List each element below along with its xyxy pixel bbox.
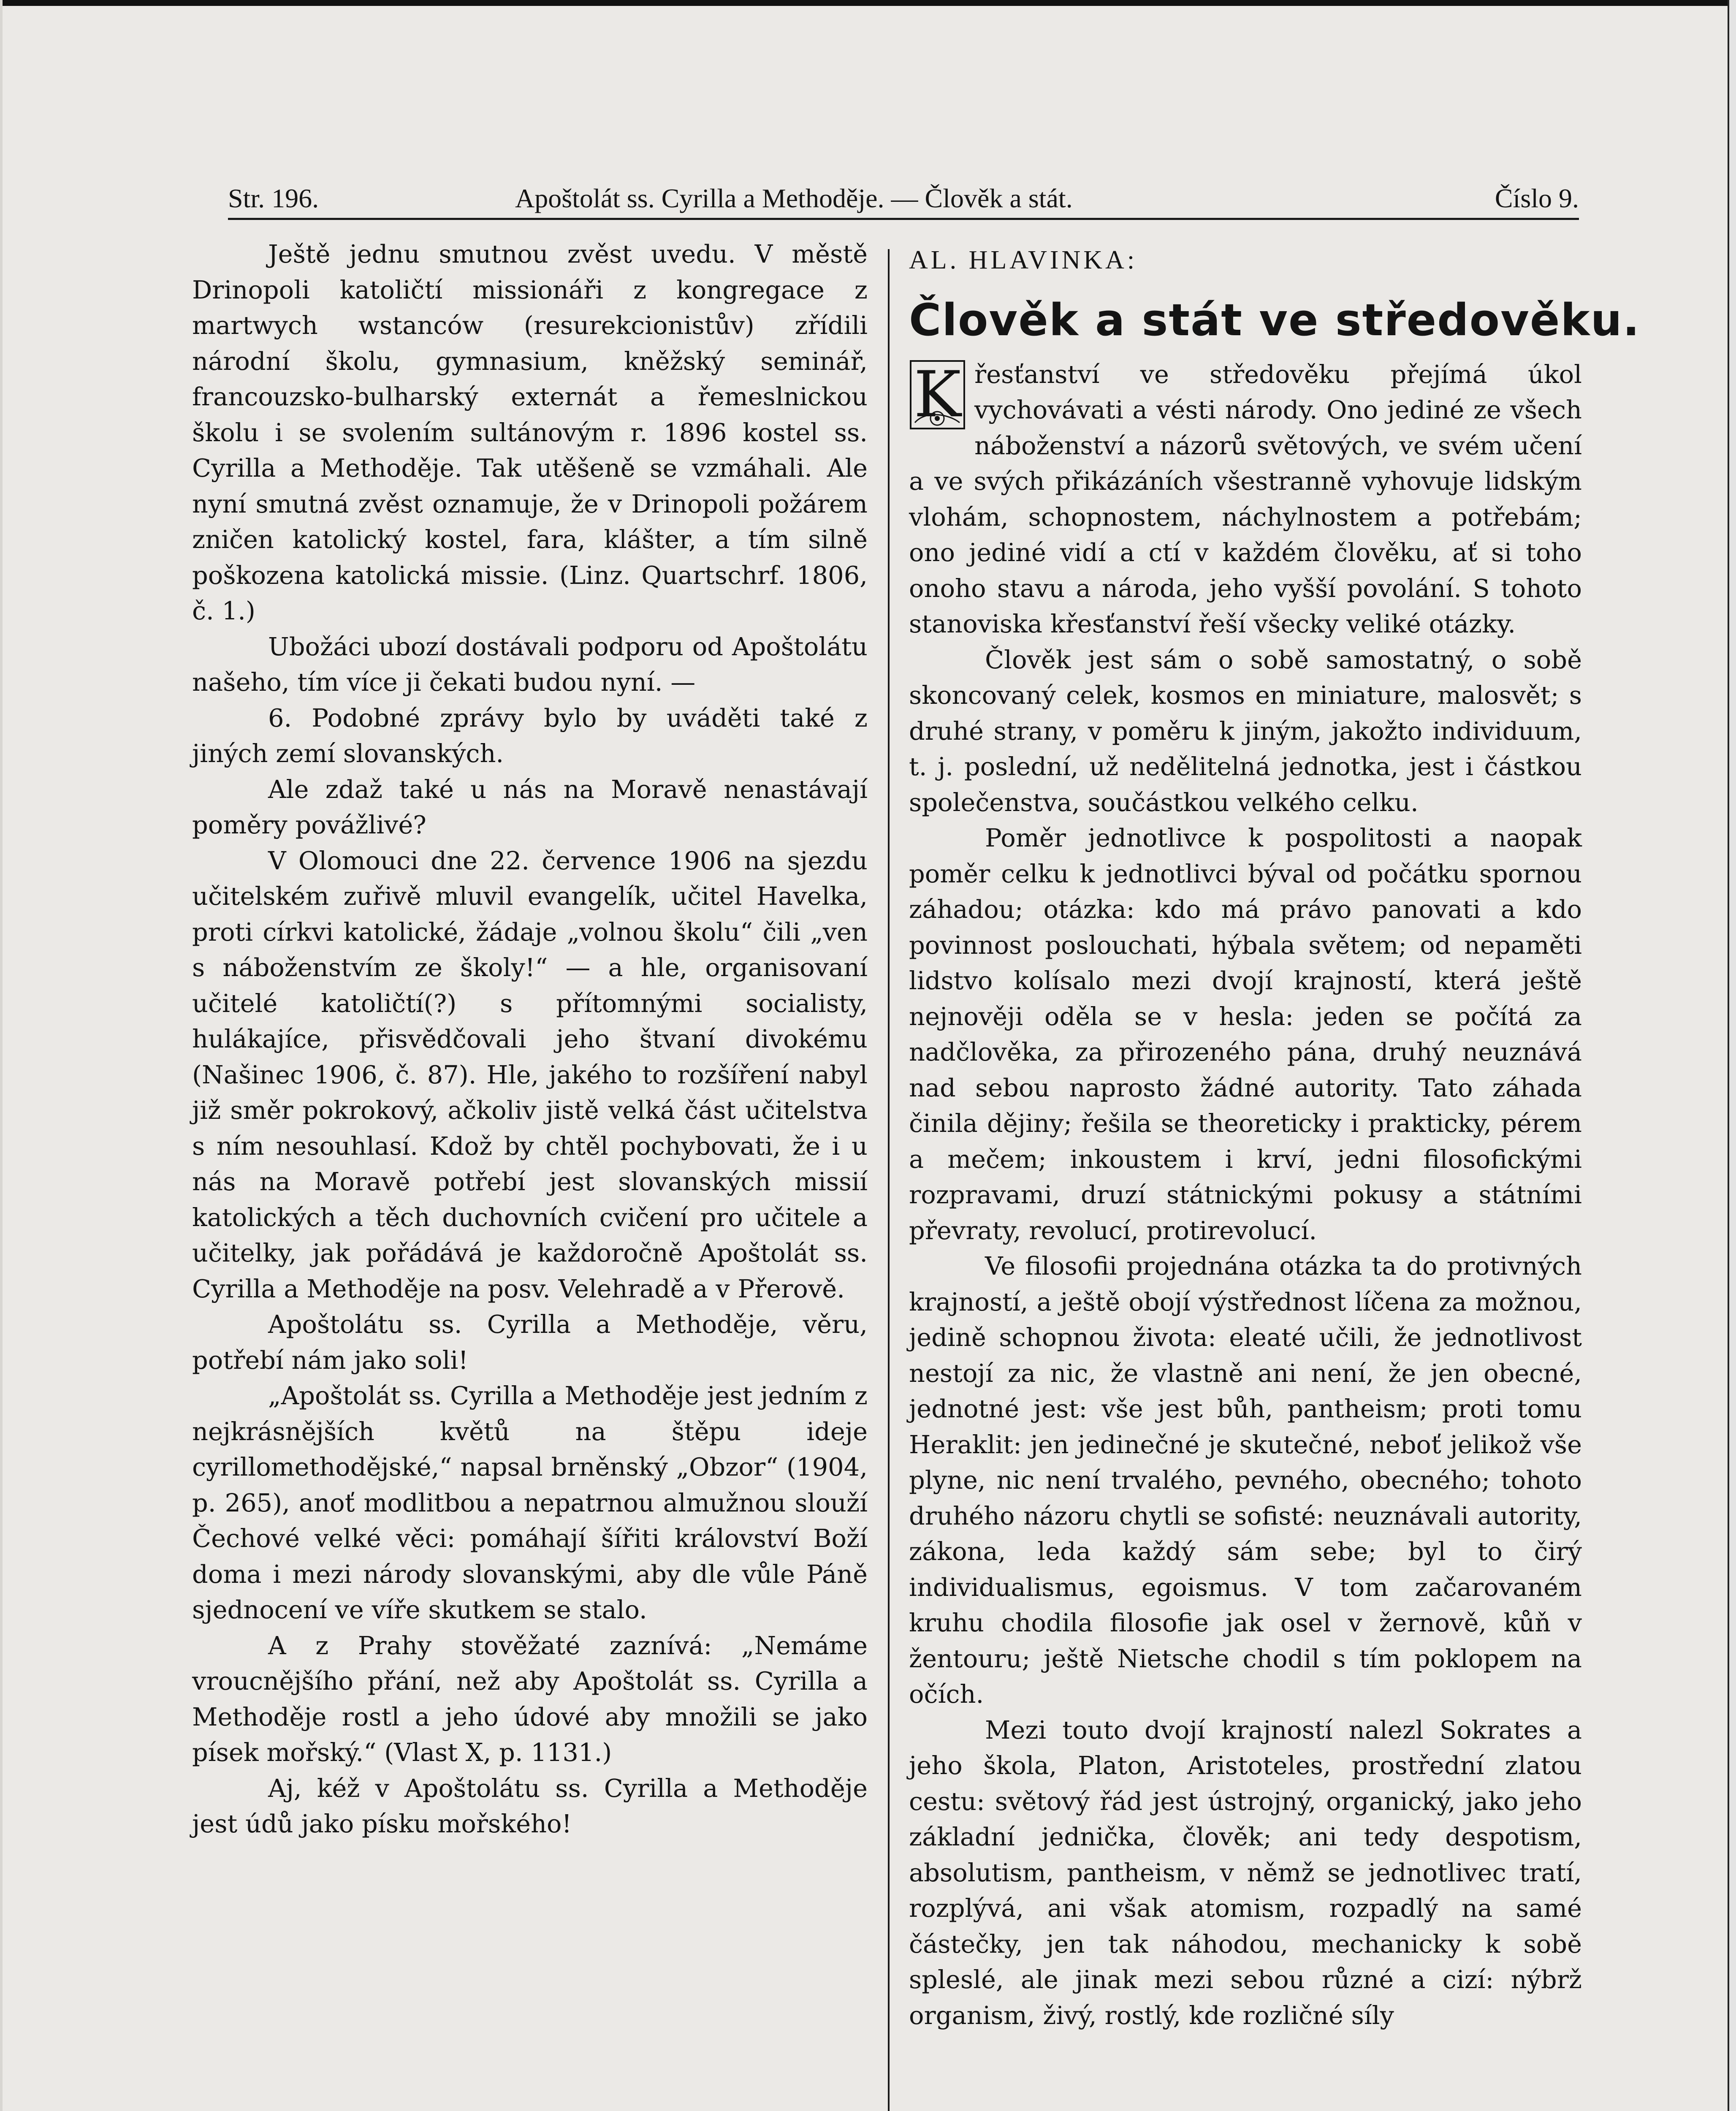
paragraph: „Apoštolát ss. Cyrilla a Methoděje jest jedním z nejkrásnějších květů na štěpu ideje cyrillomethodějské,“ napsal brněnský „Obzor“ (1904, p. 265), anoť modlitbou a nepatrnou almužnou slouží Čechové velké věci: pomáhají šířiti království Boží doma i mezi národy slovanskými, aby dle vůle Páně sjednocení ve víře skutkem se stalo. — [192, 1381, 868, 1624]
left-column — [192, 236, 868, 1842]
paragraph: Poměr jednotlivce k pospolitosti a naopak poměr celku k jednotlivci býval od počátku spornou záhadou; otázka: kdo má právo panovati a kdo povinnost poslouchati, hýbala světem; od nepaměti lidstvo kolísalo mezi dvojí krajností, která ještě nejnověji oděla se v hesla: jeden se počítá za nadčlověka, za přirozeného pána, druhý neuznává nad sebou naprosto žádné autority. Tato záhada činila dějiny; řešila se theoreticky i prakticky, pérem a mečem; inkoustem i krví, jedni filosofickými rozpravami, druzí státnickými pokusy a státními převraty, revolucí, protirevolucí. — [909, 823, 1582, 1245]
issue-number: Číslo 9. — [1495, 183, 1579, 213]
scan-left-edge — [0, 0, 3, 2111]
ornamental-dropcap-icon — [909, 359, 966, 430]
article-title: Člověk a stát ve středověku. — [909, 294, 1641, 346]
paragraph: Ještě jednu smutnou zvěst uvedu. V městě Drinopoli katoličtí missionáři z kongregace z martwych wstanców (resurekcionistův) zřídili národní školu, gymnasium, kněžský seminář, francouzsko-bulharský externát a řemeslnickou školu i se svolením sultánovým r. 1896 kostel ss. Cyrilla a Methoděje. Tak utěšeně se vzmáhali. Ale nyní smutná zvěst oznamuje, že v Drinopoli požárem zničen katolický kostel, fara, klášter, a tím silně poškozena katolická missie. (Linz. Quartschrf. 1806, č. 1.) — [192, 239, 868, 625]
paragraph: 6. Podobné zprávy bylo by uváděti také z jiných zemí slovanských. — [192, 703, 868, 768]
scan-right-edge — [1728, 0, 1736, 2111]
paragraph: Apoštolátu ss. Cyrilla a Methoděje, věru, potřebí nám jako soli! — [192, 1310, 868, 1375]
article-author: AL. HLAVINKA: — [909, 246, 1138, 274]
paragraph: A z Prahy stověžaté zaznívá: „Nemáme vroucnějšího přání, než aby Apoštolát ss. Cyrilla a Methoděje rostl a jeho údové aby množili se jako písek mořský.“ (Vlast X, p. 1131.) — [192, 1631, 868, 1767]
paragraph-text: řesťanství ve středověku přejímá úkol vychovávati a vésti národy. Ono jediné ze všech náboženství a názorů světových, ve svém učení a ve svých přikázáních všestranně vyhovuje lidským vlohám, schopnostem, náchylnostem a potřebám; ono jediné vidí a ctí v každém člověku, ať si toho onoho stavu a národa, jeho vyšší povolání. S tohoto stanoviska křesťanství řeší všecky veliké otázky. — [909, 359, 1582, 638]
dropcap-letter: K — [914, 358, 961, 431]
paragraph: Mezi touto dvojí krajností nalezl Sokrates a jeho škola, Platon, Aristoteles, prostřední zlatou cestu: světový řád jest ústrojný, organický, jako jeho základní jednička, člověk; ani tedy despotism, absolutism, pantheism, v němž se jednotlivec tratí, rozplývá, ani však atomism, rozpadlý na samé částečky, jen tak náhodou, mechanicky k sobě spleslé, ale jinak mezi sebou různé a cizí: nýbrž organism, živý, rostlý, kde rozličné síly — [909, 1715, 1582, 2030]
paragraph: V Olomouci dne 22. července 1906 na sjezdu učitelském zuřivě mluvil evangelík, učitel Havelka, proti církvi katolické, žádaje „volnou školu“ čili „ven s náboženstvím ze školy!“ — a hle, organisovaní učitelé katoličtí(?) s přítomnými socialisty, hulákajíce, přisvědčovali jeho štvaní divokému (Našinec 1906, č. 87). Hle, jakého to rozšíření nabyl již směr pokrokový, ačkoliv jistě velká část učitelstva s ním nesouhlasí. Kdož by chtěl pochybovati, že i u nás na Moravě potřebí jest slovanských missií katolických a těch duchovních cvičení pro učitele a učitelky, jak pořádává je každoročně Apoštolát ss. Cyrilla a Methoděje na posv. Velehradě a v Přerově. — [192, 846, 868, 1303]
paragraph — [909, 357, 1582, 642]
paragraph: Ubožáci ubozí dostávali podporu od Apoštolátu našeho, tím více ji čekati budou nyní. — — [192, 632, 868, 697]
page-header — [228, 182, 1579, 215]
paragraph: Ve filosofii projednána otázka ta do protivných krajností, a ještě obojí výstřednost líčena za možnou, jedině schopnou života: eleaté učili, že jednotlivost nestojí za nic, že vlastně ani není, že jen obecné, jednotné jest: vše jest bůh, pantheism; proti tomu Heraklit: jen jedinečné je skutečné, neboť jelikož vše plyne, nic není trvalého, pevného, obecného; tohoto druhého názoru chytli se sofisté: neuznávali autority, zákona, leda každý sám sebe; byl to čirý individualismus, egoismus. V tom začarovaném kruhu chodila filosofie jak osel v žernově, kůň v žentouru; ještě Nietsche chodil s tím poklopem na očích. — [909, 1251, 1582, 1709]
header-rule — [228, 218, 1579, 220]
scan-top-edge — [0, 0, 1736, 6]
paragraph: Aj, kéž v Apoštolátu ss. Cyrilla a Methoděje jest údů jako písku mořského! — [192, 1773, 868, 1838]
running-title: Apoštolát ss. Cyrilla a Methoděje. — Člověk a stát. — [515, 183, 1073, 213]
page-number: Str. 196. — [228, 183, 319, 213]
paragraph: Člověk jest sám o sobě samostatný, o sobě skoncovaný celek, kosmos en miniature, malosvět; s druhé strany, v poměru k jiným, jakožto individuum, t. j. poslední, už nedělitelná jednotka, jest i částkou společenstva, součástkou velkého celku. — [909, 645, 1582, 817]
column-divider — [888, 249, 890, 2111]
paragraph: Ale zdaž také u nás na Moravě nenastávají poměry povážlivé? — [192, 774, 868, 839]
right-column — [909, 236, 1641, 2033]
